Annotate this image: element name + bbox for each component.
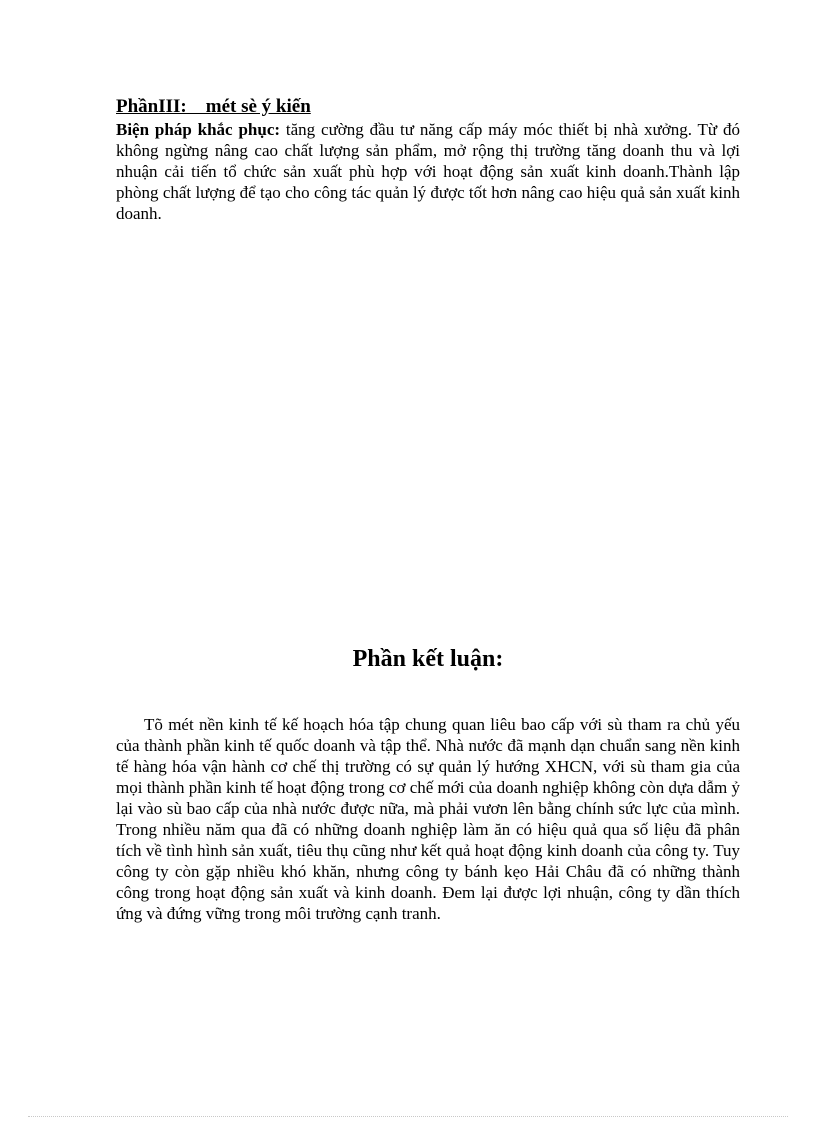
- measures-body: tăng cường đầu tư năng cấp máy móc thiết bị nhà xưởng. Từ đó không ngừng nâng cao chất lượng sản phẩm, mở rộng thị trường tăng doanh thu và lợi nhuận cải tiến tổ chức sản xuất phù hợp với hoạt động sản xuất kinh doanh.Thành lập phòng chất lượng để tạo cho công tác quản lý được tốt hơn nâng cao hiệu quả sản xuất kinh doanh.: [116, 120, 741, 223]
- measures-paragraph: [116, 119, 740, 224]
- conclusion-section: [116, 714, 740, 924]
- section-heading: PhầnIII: mét sè ý kiến: [116, 96, 311, 117]
- conclusion-title: Phần kết luận:: [352, 646, 504, 672]
- conclusion-paragraph: Tõ mét nền kinh tế kế hoạch hóa tập chung quan liêu bao cấp với sù tham ra chủ yếu của thành phần kinh tế quốc doanh và tập thể. Nhà nước đã mạnh dạn chuẩn sang nền kinh tế hàng hóa vận hành cơ chế thị trường có sự quản lý hướng XHCN, với sù tham gia của mọi thành phần kinh tế hoạt động trong cơ chế mới của doanh nghiệp không còn dựa dẫm ỷ lại vào sù bao cấp của nhà nước được nữa, mà phải vươn lên bằng chính sức lực của mình. Trong nhiều năm qua đã có những doanh nghiệp làm ăn có hiệu quả qua số liệu đã phân tích về tình hình sản xuất, tiêu thụ cũng như kết quả hoạt động kinh doanh của công ty. Tuy công ty còn gặp nhiều khó khăn, nhưng công ty bánh kẹo Hải Châu đã có những thành công trong hoạt động sản xuất và kinh doanh. Đem lại được lợi nhuận, công ty dần thích ứng và đứng vững trong môi trường cạnh tranh.: [116, 715, 740, 923]
- measures-lead: Biện pháp khắc phục:: [116, 120, 281, 139]
- section-three: [116, 95, 740, 224]
- page-bottom-divider: [28, 1116, 788, 1117]
